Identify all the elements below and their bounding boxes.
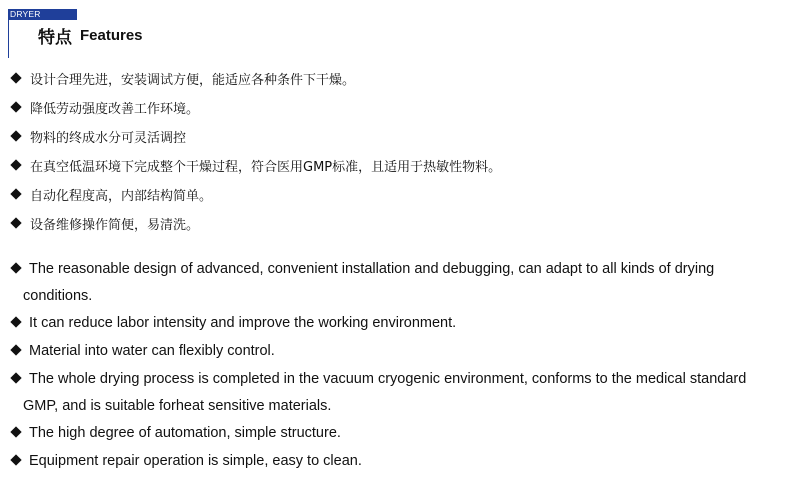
title-english: Features (80, 26, 143, 44)
list-item (10, 209, 501, 238)
list-item (10, 93, 501, 122)
feature-text: 降低劳动强度改善工作环境。 (30, 102, 200, 117)
feature-text: Equipment repair operation is simple, easy to clean. (29, 453, 362, 469)
feature-text: It can reduce labor intensity and improve the working environment. (29, 315, 457, 331)
list-item (10, 151, 501, 180)
diamond-bullet-icon (10, 188, 21, 199)
diamond-bullet-icon (10, 263, 21, 274)
diamond-bullet-icon (10, 373, 21, 384)
feature-text: 设计合理先进，安装调试方便，能适应各种条件下干燥。 (30, 73, 356, 88)
features-english-list (10, 255, 800, 475)
list-item (10, 180, 501, 209)
diamond-bullet-icon (10, 72, 21, 83)
list-item (10, 122, 501, 151)
diamond-bullet-icon (10, 159, 21, 170)
page-title (38, 23, 143, 47)
diamond-bullet-icon (10, 130, 21, 141)
diamond-bullet-icon (10, 427, 21, 438)
list-item (10, 64, 501, 93)
title-chinese: 特点 (38, 27, 72, 48)
feature-text: 在真空低温环境下完成整个干燥过程，符合医用GMP标准，且适用于热敏性物料。 (30, 160, 502, 175)
list-item (10, 447, 800, 475)
feature-text: The reasonable design of advanced, convenient installation and debugging, can adapt to all kinds of drying (29, 261, 715, 277)
feature-text-continued: conditions. (23, 288, 93, 304)
section-rule (8, 20, 9, 58)
feature-text: Material into water can flexibly control. (29, 343, 275, 359)
list-item (10, 365, 800, 419)
diamond-bullet-icon (10, 101, 21, 112)
diamond-bullet-icon (10, 217, 21, 228)
feature-text-continued: GMP, and is suitable forheat sensitive materials. (23, 398, 332, 414)
diamond-bullet-icon (10, 317, 21, 328)
diamond-bullet-icon (10, 455, 21, 466)
feature-text: 自动化程度高，内部结构简单。 (30, 189, 213, 204)
feature-text: The high degree of automation, simple structure. (29, 425, 341, 441)
features-chinese-list (10, 64, 501, 238)
section-tag: DRYER (8, 9, 77, 20)
diamond-bullet-icon (10, 345, 21, 356)
list-item (10, 309, 800, 337)
list-item (10, 255, 800, 309)
list-item (10, 337, 800, 365)
feature-text: 物料的终成水分可灵活调控 (30, 131, 187, 146)
feature-text: The whole drying process is completed in the vacuum cryogenic environment, conforms to the medical standard (29, 371, 747, 387)
feature-text: 设备维修操作简便，易清洗。 (30, 218, 200, 233)
list-item (10, 419, 800, 447)
